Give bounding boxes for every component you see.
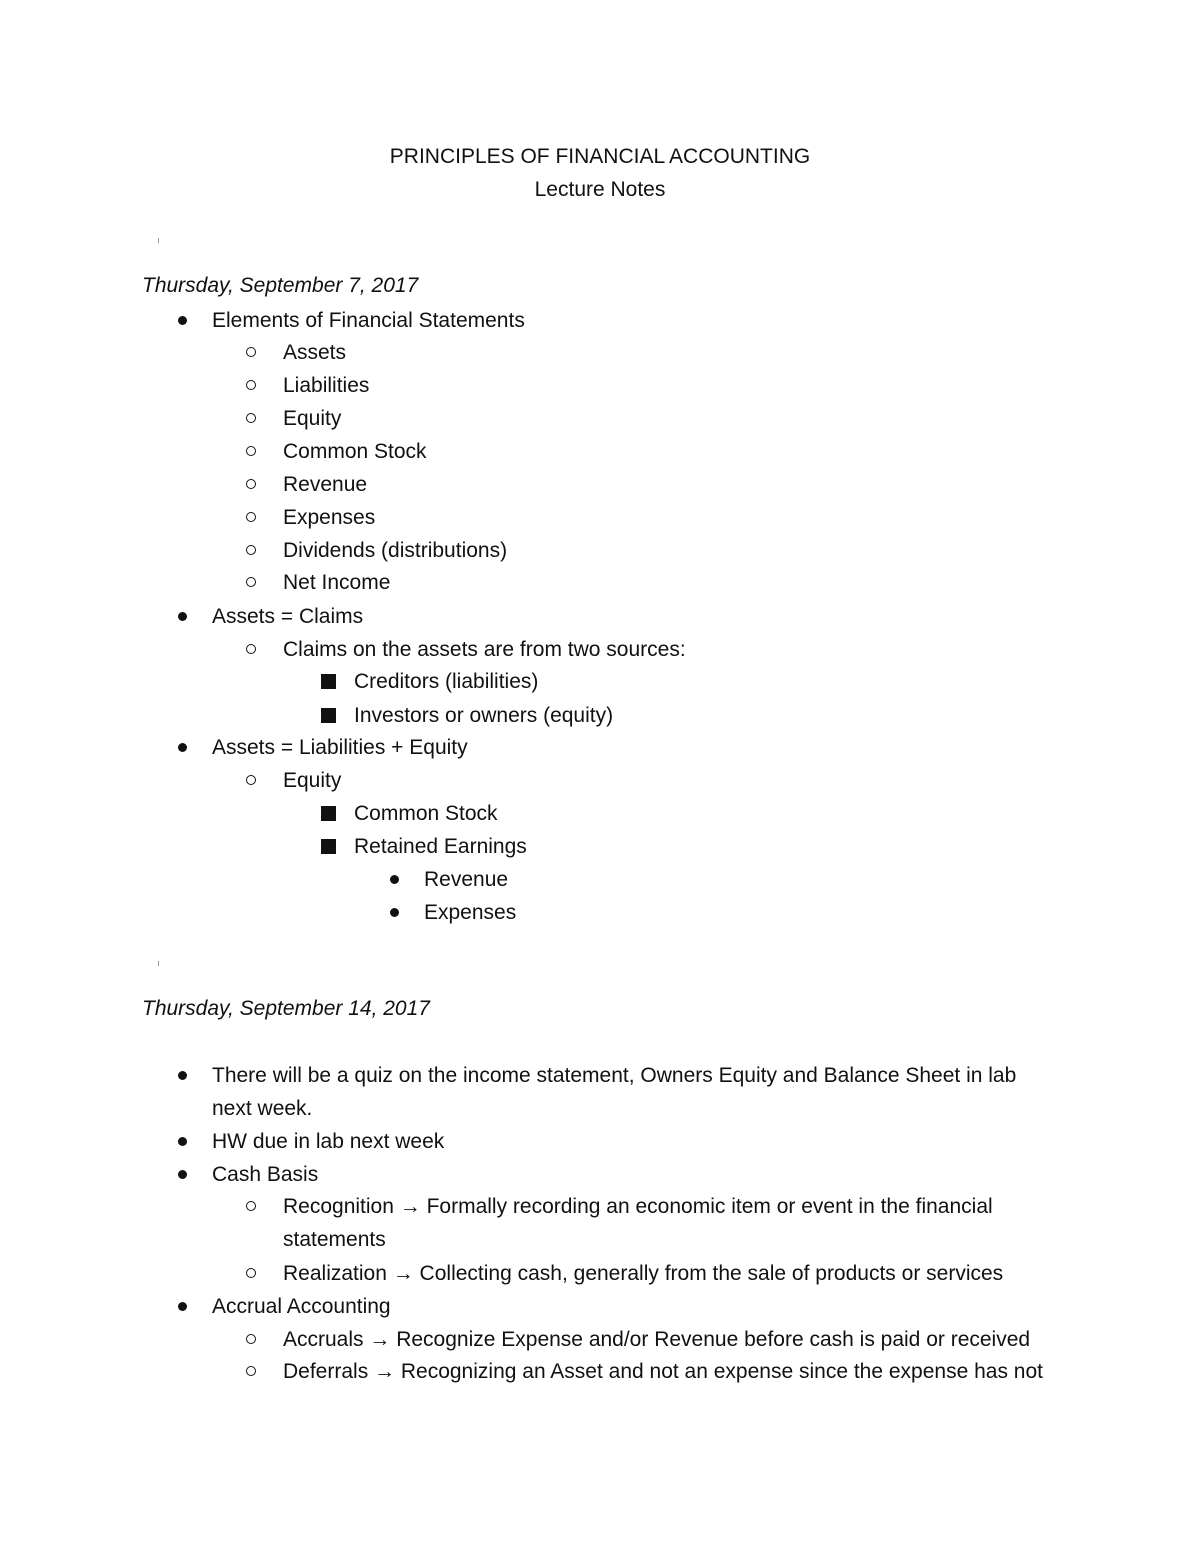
bullet-circle-icon [246,644,256,654]
list-item: Investors or owners (equity) [354,699,613,732]
bullet-disc-icon [390,875,399,884]
bullet-circle-icon [246,479,256,489]
bullet-square-icon [321,708,336,723]
bullet-square-icon [321,674,336,689]
bullet-disc-icon [178,1302,187,1311]
bullet-circle-icon [246,775,256,785]
list-item: Expenses [424,896,516,929]
bullet-disc-icon [178,612,187,621]
bullet-circle-icon [246,1334,256,1344]
bullet-circle-icon [246,1268,256,1278]
bullet-circle-icon [246,446,256,456]
list-item: Common Stock [354,797,498,830]
bullet-disc-icon [178,1071,187,1080]
section-date: Thursday, September 7, 2017 [142,274,419,297]
list-item: Equity [283,402,341,435]
bullet-circle-icon [246,1201,256,1211]
list-item: Expenses [283,501,375,534]
bullet-disc-icon [178,743,187,752]
bullet-circle-icon [246,512,256,522]
bullet-square-icon [321,839,336,854]
list-item: Liabilities [283,369,369,402]
section-date: Thursday, September 14, 2017 [142,997,430,1020]
list-item: Deferrals → Recognizing an Asset and not an expense since the expense has not [283,1355,1043,1388]
bullet-circle-icon [246,347,256,357]
list-item: Common Stock [283,435,427,468]
list-item: Retained Earnings [354,830,527,863]
bullet-disc-icon [178,316,187,325]
list-item: Revenue [283,468,367,501]
bullet-square-icon [321,806,336,821]
section-marker [158,961,159,966]
list-item: Accruals → Recognize Expense and/or Revenue before cash is paid or received [283,1323,1030,1356]
list-item: Creditors (liabilities) [354,665,538,698]
list-item: Assets = Liabilities + Equity [212,731,468,764]
list-item: Equity [283,764,341,797]
document-subtitle: Lecture Notes [534,178,666,201]
list-item: Realization → Collecting cash, generally from the sale of products or services [283,1257,1003,1290]
bullet-disc-icon [178,1170,187,1179]
list-item: HW due in lab next week [212,1125,444,1158]
list-item: Net Income [283,566,390,599]
list-item: Revenue [424,863,508,896]
list-item: Elements of Financial Statements [212,304,525,337]
bullet-disc-icon [390,908,399,917]
bullet-circle-icon [246,545,256,555]
list-item: Recognition → Formally recording an economic item or event in the financial statements [283,1190,1043,1256]
bullet-circle-icon [246,577,256,587]
list-item: Dividends (distributions) [283,534,507,567]
list-item: Cash Basis [212,1158,318,1191]
list-item: Assets = Claims [212,600,363,633]
section-marker [158,238,159,243]
list-item: There will be a quiz on the income statement, Owners Equity and Balance Sheet in lab next week. [212,1059,1042,1125]
document-title: PRINCIPLES OF FINANCIAL ACCOUNTING [389,145,811,168]
list-item: Assets [283,336,346,369]
list-item: Accrual Accounting [212,1290,391,1323]
bullet-circle-icon [246,380,256,390]
bullet-circle-icon [246,413,256,423]
list-item: Claims on the assets are from two sources: [283,633,686,666]
bullet-circle-icon [246,1366,256,1376]
bullet-disc-icon [178,1137,187,1146]
